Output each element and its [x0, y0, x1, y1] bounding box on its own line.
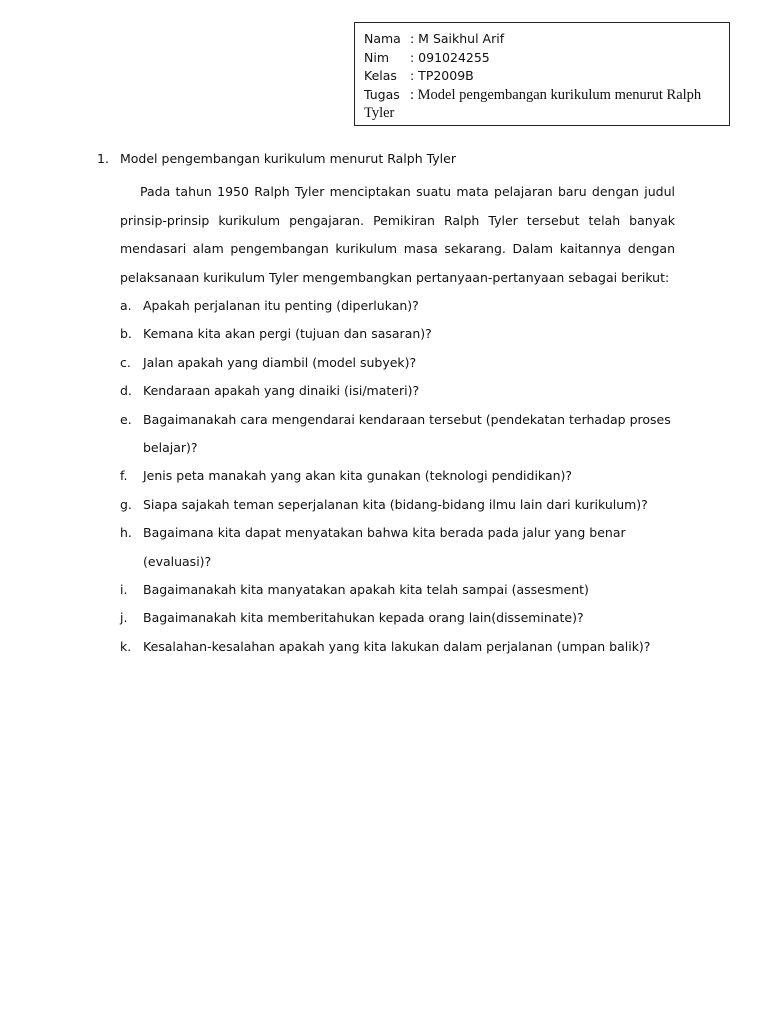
- question-item: [120, 604, 675, 632]
- question-marker: b.: [120, 326, 132, 342]
- intro-paragraph: Pada tahun 1950 Ralph Tyler menciptakan suatu mata pelajaran baru dengan judul prinsip-prinsip kurikulum pengajaran. Pemikiran Ralph Tyler tersebut telah banyak mendasari alam pengembangan kurikulum masa sekarang. Dalam kaitannya dengan pelaksanaan kurikulum Tyler mengembangkan pertanyaan-pertanyaan sebagai berikut:: [120, 184, 675, 285]
- nim-value: : 091024255: [410, 49, 490, 65]
- question-text: Bagaimanakah cara mengendarai kendaraan tersebut (pendekatan terhadap proses belajar)?: [143, 411, 671, 456]
- nama-value: : M Saikhul Arif: [410, 31, 505, 46]
- question-item: [120, 462, 675, 490]
- identity-box: [354, 22, 730, 126]
- kelas-value: : TP2009B: [410, 68, 474, 83]
- question-marker: k.: [120, 638, 132, 654]
- question-text: Bagaimanakah kita memberitahukan kepada orang lain(disseminate)?: [143, 610, 584, 626]
- kelas-row: [364, 67, 720, 86]
- section-title: Model pengembangan kurikulum menurut Ralph Tyler: [120, 151, 456, 166]
- question-text: Bagaimanakah kita manyatakan apakah kita telah sampai (assesment): [143, 582, 589, 598]
- nim-label: Nim: [364, 49, 389, 65]
- question-marker: i.: [120, 582, 128, 598]
- question-text: Kemana kita akan pergi (tujuan dan sasaran)?: [143, 326, 432, 342]
- section-heading: [97, 150, 456, 168]
- tugas-row: [364, 86, 720, 105]
- kelas-label: Kelas: [364, 68, 397, 83]
- question-marker: h.: [120, 525, 132, 541]
- question-marker: a.: [120, 298, 132, 313]
- question-item: [120, 576, 675, 604]
- question-item: [120, 292, 675, 320]
- question-item: [120, 491, 675, 519]
- tugas-value-continuation: Tyler: [364, 105, 395, 121]
- tugas-label: Tugas: [364, 86, 400, 102]
- question-text: Kesalahan-kesalahan apakah yang kita lakukan dalam perjalanan (umpan balik)?: [143, 638, 651, 654]
- nama-row: [364, 30, 720, 49]
- question-text: Bagaimana kita dapat menyatakan bahwa kita berada pada jalur yang benar (evaluasi)?: [143, 525, 626, 569]
- question-marker: f.: [120, 468, 128, 484]
- section-number: 1.: [97, 151, 109, 166]
- question-list: [120, 292, 675, 661]
- question-marker: e.: [120, 411, 132, 427]
- question-item: [120, 519, 675, 576]
- question-marker: d.: [120, 383, 132, 399]
- nama-label: Nama: [364, 31, 401, 46]
- question-text: Kendaraan apakah yang dinaiki (isi/materi)?: [143, 383, 420, 399]
- question-text: Jenis peta manakah yang akan kita gunakan (teknologi pendidikan)?: [143, 468, 573, 484]
- question-text: Jalan apakah yang diambil (model subyek)?: [143, 354, 417, 370]
- question-item: [120, 377, 675, 405]
- question-text: Apakah perjalanan itu penting (diperlukan)?: [143, 298, 419, 313]
- question-marker: g.: [120, 496, 132, 512]
- question-item: [120, 406, 675, 463]
- question-item: [120, 633, 675, 661]
- question-text: Siapa sajakah teman seperjalanan kita (bidang-bidang ilmu lain dari kurikulum)?: [143, 496, 648, 512]
- question-item: [120, 320, 675, 348]
- question-marker: j.: [120, 610, 128, 626]
- nim-row: [364, 49, 720, 68]
- question-item: [120, 349, 675, 377]
- question-marker: c.: [120, 354, 131, 370]
- tugas-value: : Model pengembangan kurikulum menurut Ralph: [410, 86, 702, 103]
